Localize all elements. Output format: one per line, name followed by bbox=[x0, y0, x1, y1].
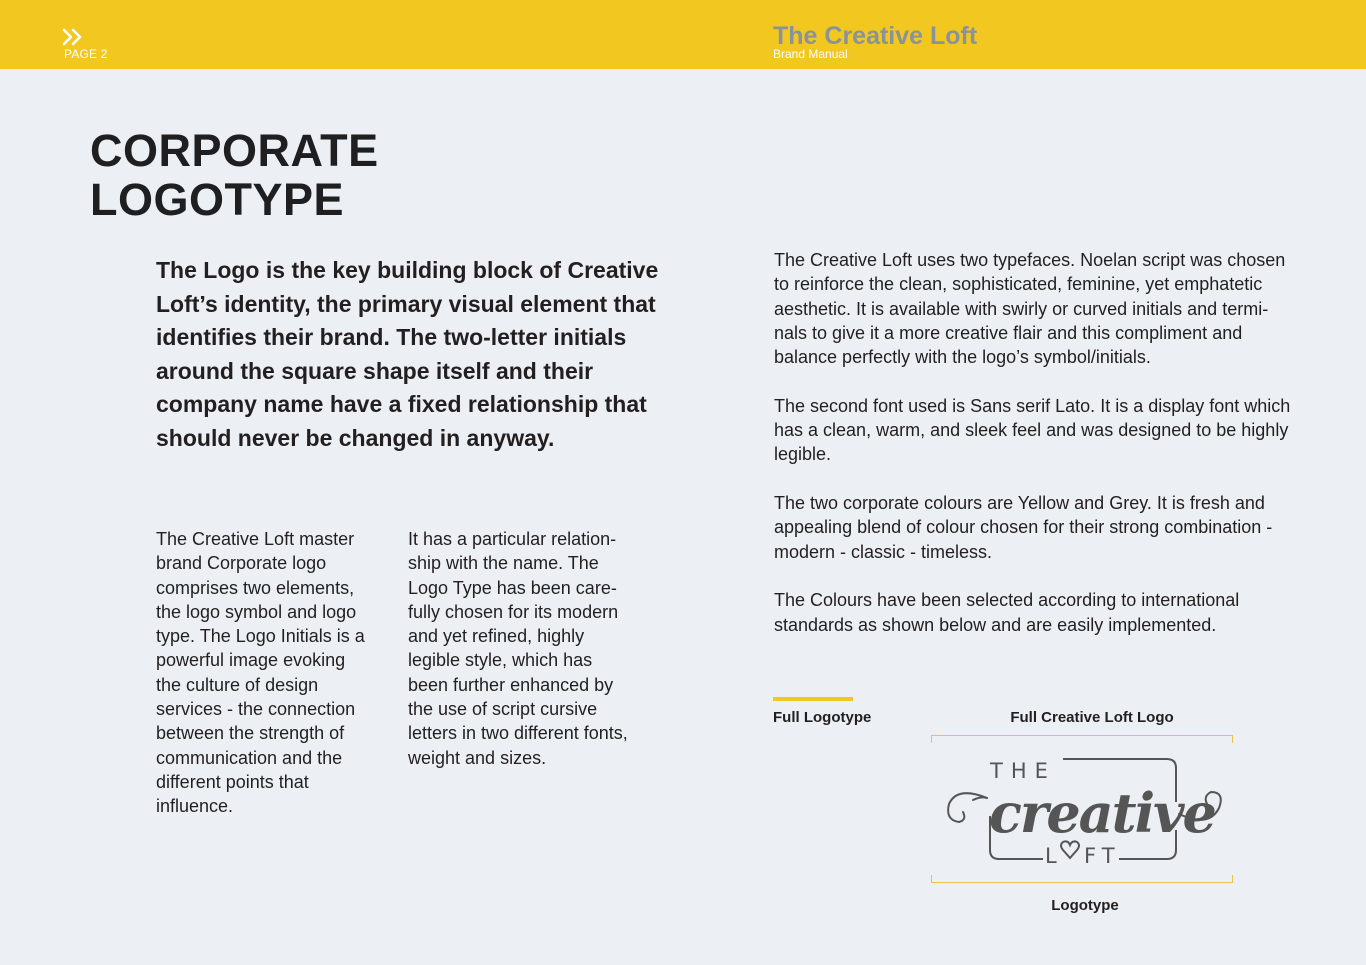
intro-paragraph: The Logo is the key building block of Creative Loft’s identity, the primary visual element that identifies their brand. The two-letter initials around the square shape itself and their company name have a fixed relationship that should never be changed in anyway. bbox=[156, 257, 659, 451]
creative-loft-logo bbox=[943, 746, 1223, 872]
body-column-left: The Creative Loft master brand Corporate logo comprises two elements, the logo symbol and logo type. The Logo Initials is a powerful image evoking the culture of design services - the connection between the strength of communication and the different points that influence. bbox=[156, 529, 365, 817]
body-column-middle: It has a particular relation-ship with the name. The Logo Type has been care-fully chosen for its modern and yet refined, highly legible style, which has been further enhanced by the use of script cursive letters in two different fonts, weight and sizes. bbox=[408, 529, 628, 768]
page-number-label: PAGE 2 bbox=[64, 47, 108, 61]
header-bar bbox=[0, 0, 1366, 69]
yellow-accent-divider bbox=[773, 697, 853, 701]
logotype-caption: Logotype bbox=[1051, 897, 1119, 914]
logo-word-creative: creative bbox=[989, 781, 1215, 845]
logo-frame bbox=[931, 735, 1233, 883]
page-title: CORPORATE LOGOTYPE bbox=[90, 125, 379, 225]
logo-word-ft: FT bbox=[1084, 844, 1121, 868]
paragraph-corporate-colours: The two corporate colours are Yellow and Grey. It is fresh and appealing blend of colour chosen for their strong combination - modern - classic - timeless. bbox=[774, 493, 1273, 562]
brand-subtitle: Brand Manual bbox=[773, 47, 848, 61]
double-chevron-right-icon[interactable] bbox=[62, 27, 84, 47]
full-logo-label: Full Creative Loft Logo bbox=[1010, 709, 1174, 726]
full-logotype-label: Full Logotype bbox=[773, 709, 872, 726]
typeface-description-column bbox=[774, 248, 1299, 661]
paragraph-second-font: The second font used is Sans serif Lato. It is a display font which has a clean, warm, and sleek feel and was designed to be highly legible. bbox=[774, 395, 1291, 465]
paragraph-colour-standards: The Colours have been selected according to international standards as shown below and are easily implemented. bbox=[774, 590, 1240, 635]
paragraph-typefaces: The Creative Loft uses two typefaces. Noelan script was chosen to reinforce the clean, sophisticated, feminine, yet emphatetic aesthetic. It is available with swirly or curved initials and termi-nals to give it a more creative flair and this compliment and balance perfectly with the logo’s symbol/initials. bbox=[774, 250, 1286, 368]
brand-title: The Creative Loft bbox=[773, 22, 978, 50]
logo-word-l: L bbox=[1045, 844, 1063, 868]
logo-word-the: THE bbox=[990, 759, 1056, 783]
